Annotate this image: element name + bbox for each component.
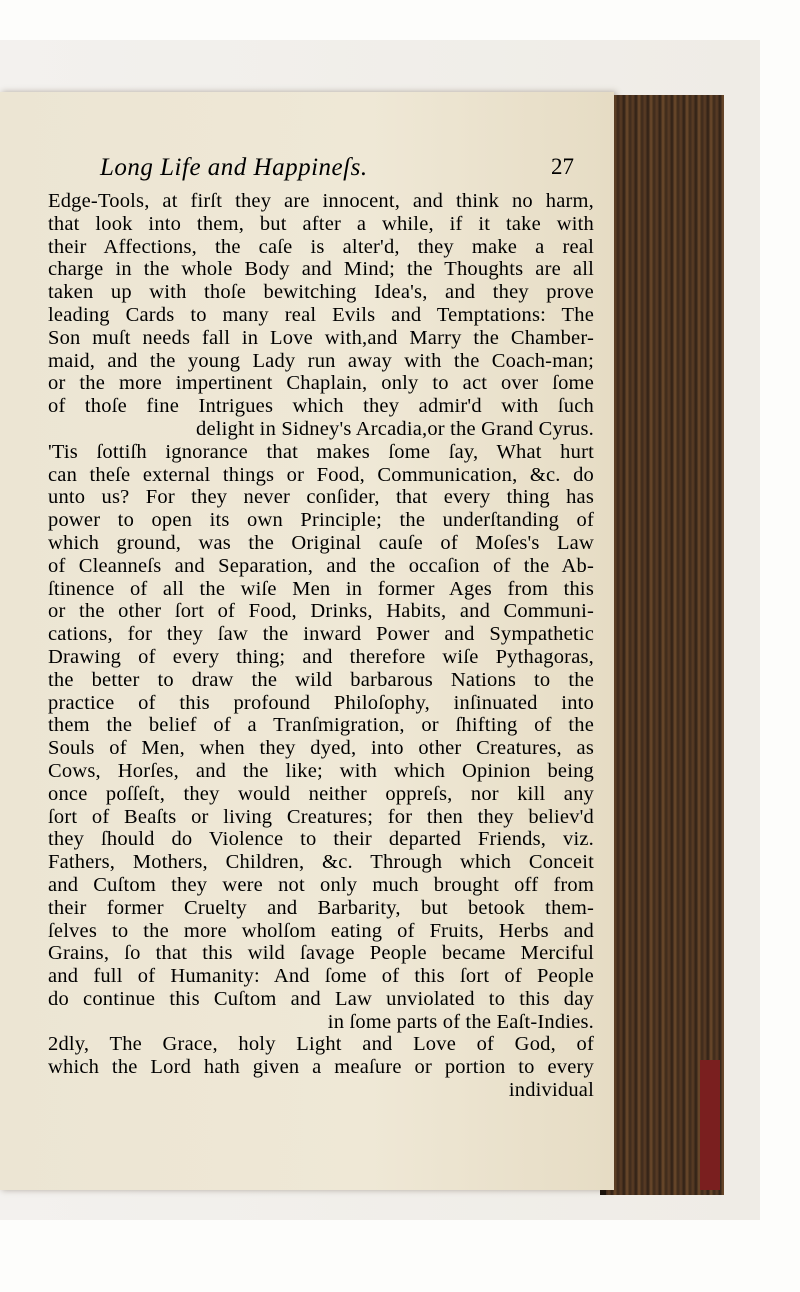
spine-edge [700, 1060, 720, 1190]
text-line: ſtinence of all the wiſe Men in former Ages from this [48, 577, 594, 600]
text-line: delight in Sidney's Arcadia,or the Grand Cyrus. [196, 417, 594, 440]
text-line: Edge-Tools, at firſt they are innocent, and think no harm, [48, 190, 594, 212]
text-line: maid, and the young Lady run away with the Coach-man; [48, 349, 594, 372]
text-line: Cows, Horſes, and the like; with which Opinion being [48, 759, 594, 782]
book-page [0, 92, 614, 1190]
body-text [48, 190, 594, 1102]
text-line: Drawing of every thing; and therefore wiſe Pythagoras, [48, 645, 594, 668]
text-line: 'Tis ſottiſh ignorance that makes ſome ſay, What hurt [48, 440, 594, 463]
text-line: them the belief of a Tranſmigration, or ſhifting of the [48, 714, 594, 737]
book-spine [600, 95, 724, 1195]
text-line: their Affections, the caſe is alter'd, they make a real [48, 235, 594, 258]
text-line: ſelves to the more wholſom eating of Fruits, Herbs and [48, 919, 594, 942]
text-line: which ground, was the Original cauſe of Moſes's Law [48, 531, 594, 554]
catchword: individual [508, 1079, 594, 1102]
text-line: leading Cards to many real Evils and Temptations: The [48, 303, 594, 326]
text-line: which the Lord hath given a meaſure or portion to every [48, 1056, 594, 1079]
text-line: or the other ſort of Food, Drinks, Habits, and Communi- [48, 600, 594, 623]
text-line: their former Cruelty and Barbarity, but betook them- [48, 896, 594, 919]
text-line: in ſome parts of the Eaſt-Indies. [327, 1010, 594, 1033]
text-line: and Cuſtom they were not only much brought off from [48, 873, 594, 896]
text-line: Grains, ſo that this wild ſavage People became Merciful [48, 942, 594, 965]
text-line: Fathers, Mothers, Children, &c. Through which Conceit [48, 851, 594, 874]
text-line: or the more impertinent Chaplain, only to act over ſome [48, 372, 594, 395]
text-line: unto us? For they never conſider, that every thing has [48, 486, 594, 509]
text-line: and full of Humanity: And ſome of this ſort of People [48, 965, 594, 988]
text-line: the better to draw the wild barbarous Nations to the [48, 668, 594, 691]
text-line: practice of this profound Philoſophy, inſinuated into [48, 691, 594, 714]
text-line: they ſhould do Violence to their departed Friends, viz. [48, 828, 594, 851]
text-line: do continue this Cuſtom and Law unviolated to this day [48, 987, 594, 1010]
text-line: charge in the whole Body and Mind; the Thoughts are all [48, 258, 594, 281]
running-head [100, 154, 574, 188]
text-line: taken up with thoſe bewitching Idea's, and they prove [48, 281, 594, 304]
text-line: ſort of Beaſts or living Creatures; for then they believ'd [48, 805, 594, 828]
page-number: 27 [551, 154, 574, 179]
text-line: 2dly, The Grace, holy Light and Love of God, of [48, 1033, 594, 1056]
running-head-title: Long Life and Happineſs. [100, 154, 368, 181]
text-line: Son muſt needs fall in Love with,and Marry the Chamber- [48, 326, 594, 349]
text-line: that look into them, but after a while, if it take with [48, 212, 594, 235]
text-line: of thoſe fine Intrigues which they admir'd with ſuch [48, 395, 594, 418]
text-line: Souls of Men, when they dyed, into other Creatures, as [48, 737, 594, 760]
text-line: once poſſeſt, they would neither oppreſs, nor kill any [48, 782, 594, 805]
text-line: power to open its own Principle; the underſtanding of [48, 509, 594, 532]
text-line: of Cleanneſs and Separation, and the occaſion of the Ab- [48, 554, 594, 577]
text-line: cations, for they ſaw the inward Power and Sympathetic [48, 623, 594, 646]
text-line: can theſe external things or Food, Communication, &c. do [48, 463, 594, 486]
